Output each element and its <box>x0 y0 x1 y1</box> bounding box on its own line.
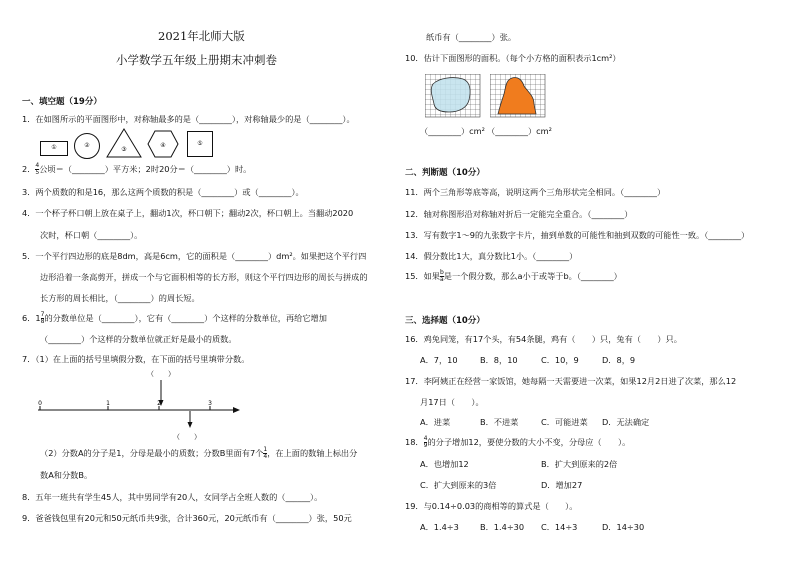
triangle-shape <box>106 128 142 158</box>
question-1: 1．在如图所示的平面图形中，对称轴最多的是（________），对称轴最少的是（________）。 <box>22 114 355 124</box>
q18-option-c: C．扩大到原来的3倍 <box>420 480 497 490</box>
area-answer-right: （________）cm² <box>487 126 552 136</box>
q17-option-d: D．无法确定 <box>602 417 650 427</box>
svg-text:④: ④ <box>160 142 166 149</box>
number-line <box>30 366 245 442</box>
bottom-paren: （ ） <box>173 433 201 441</box>
question-5-line3: 长方形的周长相比，（________）的周长短。 <box>40 293 200 303</box>
svg-text:③: ③ <box>121 146 127 153</box>
area-answer-left: （________）cm² <box>420 126 485 136</box>
section-heading-fill-blank: 一、填空题（19分） <box>22 97 102 107</box>
question-5-line1: 5．一个平行四边形的底是8dm，高是6cm，它的面积是（________）dm²。如果把这个平行四 <box>22 251 367 261</box>
fraction: $\frac{4}{9}$ <box>423 435 428 449</box>
doc-title-line1: 2021年北师大版 <box>158 29 245 43</box>
question-9-cont: 纸币有（________）张。 <box>426 32 517 42</box>
q18-option-a: A．也增加12 <box>420 459 469 469</box>
q19-option-d: D．14÷30 <box>602 522 645 532</box>
q17-option-c: C．可能进菜 <box>541 417 588 427</box>
rectangle-shape: ① <box>40 141 68 156</box>
question-6-line1: 6．1 $\frac{7}{8}$ 的分数单位是（________），它有（________）个这样的分数单位，再给它增加 <box>22 311 327 325</box>
q18-option-b: B．扩大到原来的2倍 <box>541 459 618 469</box>
q16-option-d: D．8，9 <box>602 355 636 365</box>
question-7-line1: 7．（1）在上面的括号里填假分数，在下面的括号里填带分数。 <box>22 354 250 364</box>
section-heading-judge: 二、判断题（10分） <box>405 168 485 178</box>
grid-figure-right <box>490 74 546 118</box>
question-11: 11．两个三角形等底等高，说明这两个三角形状完全相同。（________） <box>405 187 666 197</box>
doc-title-line2: 小学数学五年级上册期末冲刺卷 <box>116 53 277 67</box>
q16-option-c: C．10，9 <box>541 355 579 365</box>
question-4-line2: 次时，杯口朝（________）。 <box>40 230 143 240</box>
question-13: 13．写有数字1～9的九张数字卡片，抽到单数的可能性和抽到双数的可能性一致。（________） <box>405 230 750 240</box>
question-4-line1: 4．一个杯子杯口朝上放在桌子上，翻动1次，杯口朝下；翻动2次，杯口朝上。当翻动2020 <box>22 208 354 218</box>
question-9: 9．爸爸钱包里有20元和50元纸币共9张，合计360元，20元纸币有（________）张，50元 <box>22 513 352 523</box>
question-16: 16．鸡兔同笼，有17个头，有54条腿，鸡有（ ）只，兔有（ ）只。 <box>405 334 682 344</box>
tick-label: 0 <box>38 400 42 407</box>
q19-option-a: A．1.4÷3 <box>420 522 459 532</box>
section-heading-choice: 三、选择题（10分） <box>405 316 485 326</box>
question-19: 19．与0.14÷0.03的商相等的算式是（ ）。 <box>405 501 578 511</box>
tick-label: 1 <box>106 400 110 407</box>
q17-option-a: A．进菜 <box>420 417 451 427</box>
q16-option-a: A．7，10 <box>420 355 458 365</box>
top-paren: （ ） <box>147 370 175 378</box>
grid-figure-left <box>425 74 481 118</box>
question-7-line3: 数A和分数B。 <box>40 470 93 480</box>
question-6-line2: （________）个这样的分数单位就正好是最小的质数。 <box>40 334 237 344</box>
q17-option-b: B．不进菜 <box>480 417 519 427</box>
question-8: 8．五年一班共有学生45人，其中男同学有20人，女同学占全班人数的（______）。 <box>22 492 323 502</box>
question-5-line2: 边形沿着一条高剪开，拼成一个与它面积相等的长方形，则这个平行四边形的周长与拼成的 <box>40 272 368 282</box>
q18-option-d: D．增加27 <box>541 480 583 490</box>
question-3: 3．两个质数的和是16，那么这两个质数的积是（________）或（________）。 <box>22 187 304 197</box>
tick-label: 3 <box>208 400 212 407</box>
tick-label: 2 <box>157 400 161 407</box>
question-18: 18． $\frac{4}{9}$ 的分子增加12，要使分数的大小不变，分母应（ ）。 <box>405 435 631 449</box>
fraction: $\frac{b}{a}$ <box>439 269 444 283</box>
question-2: 2． $\frac{4}{5}$ 公顷＝（________）平方米；2时20分＝（________）时。 <box>22 162 252 176</box>
q19-option-b: B．1.4÷30 <box>480 522 525 532</box>
question-12: 12．轴对称图形沿对称轴对折后一定能完全重合。（________） <box>405 209 633 219</box>
question-7-line2: （2）分数A的分子是1，分母是最小的质数；分数B里面有7个 $\frac{1}{4}$ ，在上面的数轴上标出分 <box>40 446 358 460</box>
question-10: 10．估计下面图形的面积。（每个小方格的面积表示1cm²） <box>405 53 621 63</box>
question-17-line2: 月17日（ ）。 <box>420 397 484 407</box>
question-15: 15．如果 $\frac{b}{a}$ 是一个假分数，那么a小于或等于b。（________） <box>405 269 622 283</box>
circle-shape: ② <box>74 133 100 159</box>
q16-option-b: B．8，10 <box>480 355 518 365</box>
fraction: $\frac{4}{5}$ <box>35 162 40 176</box>
question-14: 14．假分数比1大，真分数比1小。（________） <box>405 251 578 261</box>
fraction: $\frac{1}{4}$ <box>263 446 268 460</box>
question-17-line1: 17．李阿姨正在经营一家饭馆，她每隔一天需要进一次菜，如果12月2日进了次菜，那么12 <box>405 376 737 386</box>
square-shape: ⑤ <box>187 131 213 157</box>
fraction: $\frac{7}{8}$ <box>40 311 45 325</box>
q19-option-c: C．14÷3 <box>541 522 578 532</box>
hexagon-shape <box>147 130 179 158</box>
